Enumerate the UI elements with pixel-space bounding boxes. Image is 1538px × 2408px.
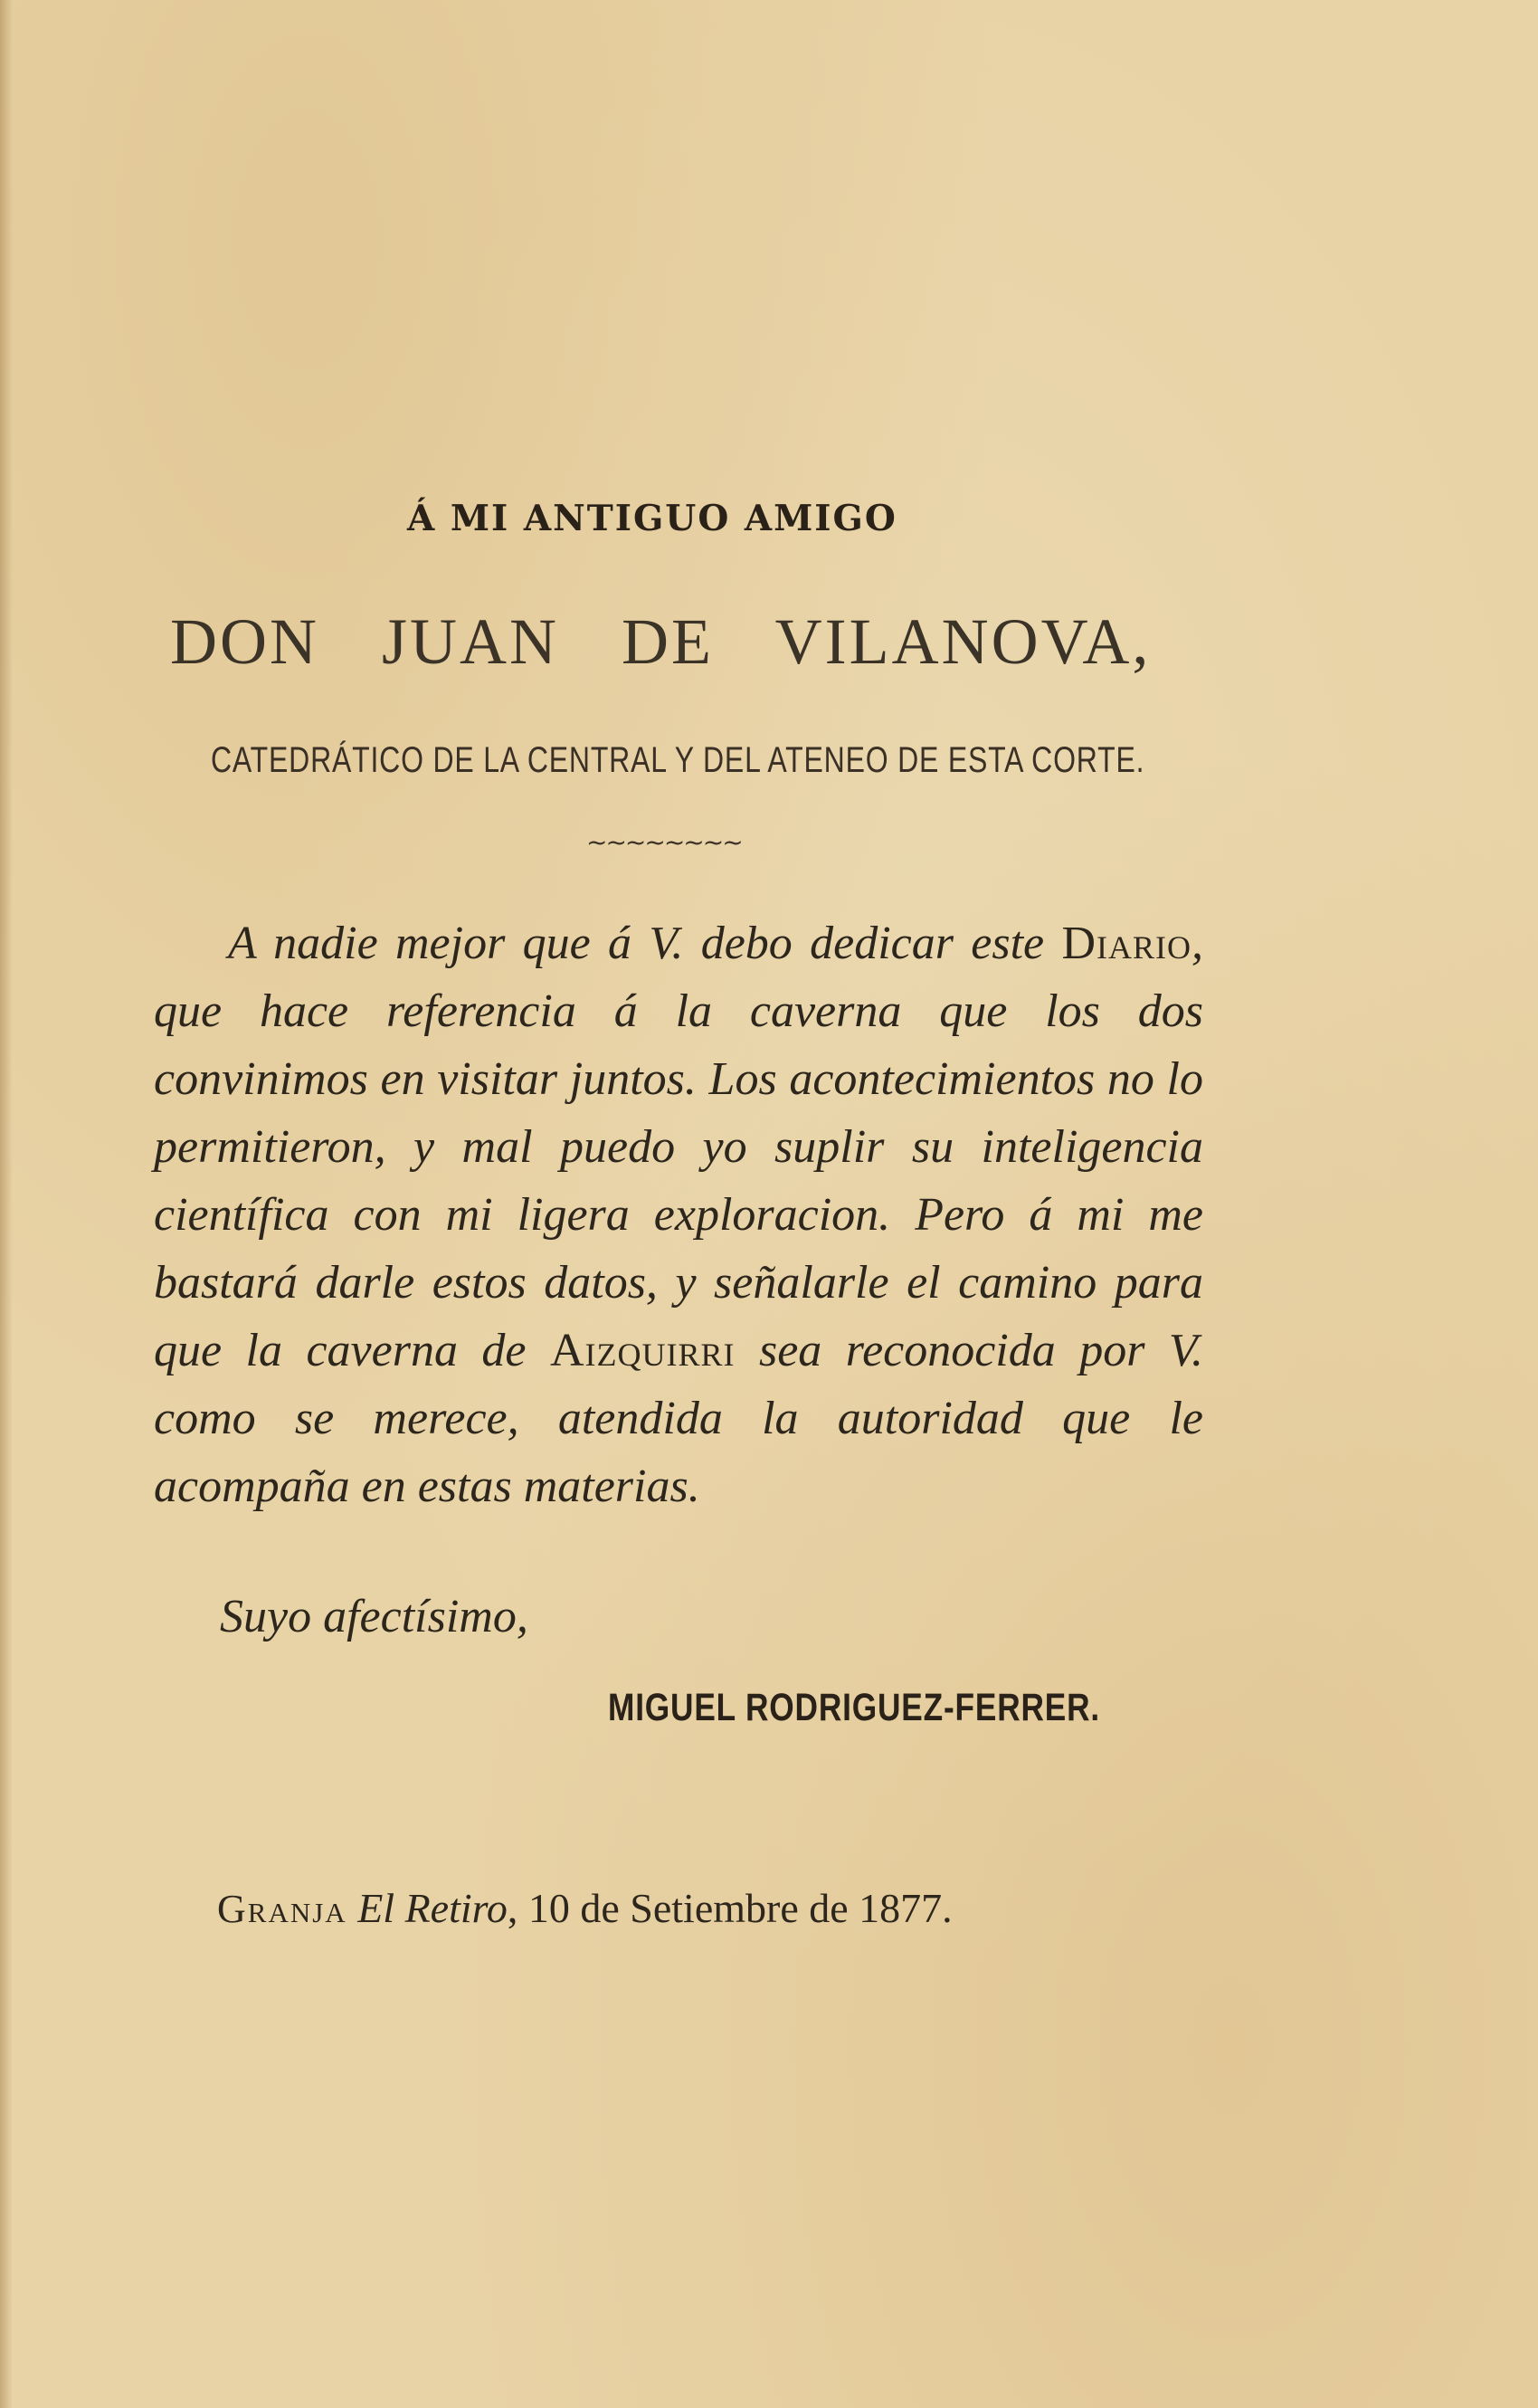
paragraph-text-1: A nadie mejor que á V. debo dedicar este xyxy=(228,918,1062,969)
place-granja: Granja xyxy=(217,1887,347,1931)
place-and-date xyxy=(217,1884,953,1932)
diario-word: Diario xyxy=(1061,918,1191,969)
page-edge-shadow xyxy=(0,0,13,2408)
dedicatee-title: CATEDRÁTICO DE LA CENTRAL Y DEL ATENEO DE ESTA CORTE. xyxy=(211,740,1145,780)
author-signature: MIGUEL RODRIGUEZ-FERRER. xyxy=(608,1686,1101,1729)
aizquirri-word: Aizquirri xyxy=(549,1325,736,1376)
ornamental-rule: ~~~~~~~~ xyxy=(586,827,742,857)
paragraph-text-3: sea reconocida por V. como se merece, atendida la autoridad que le acompaña en estas materias. xyxy=(154,1325,1203,1512)
place-retiro: El Retiro xyxy=(357,1885,508,1931)
dedication-heading: Á MI ANTIGUO AMIGO xyxy=(407,498,897,539)
dedication-body xyxy=(154,909,1203,1520)
date-text: , 10 de Setiembre de 1877. xyxy=(507,1885,953,1931)
dedicatee-name: DON JUAN DE VILANOVA, xyxy=(170,605,1152,678)
dedication-paragraph xyxy=(154,909,1203,1520)
closing-salutation: Suyo afectísimo, xyxy=(220,1591,528,1642)
paragraph-text-2: , que hace referencia á la caverna que los dos convinimos en visitar juntos. Los acontecimientos no lo permitieron, y mal puedo yo suplir su inteligencia científica con mi ligera exploracion. Pero á mi me bastará darle estos datos, y señalarle el camino para que la caverna de xyxy=(154,918,1203,1376)
